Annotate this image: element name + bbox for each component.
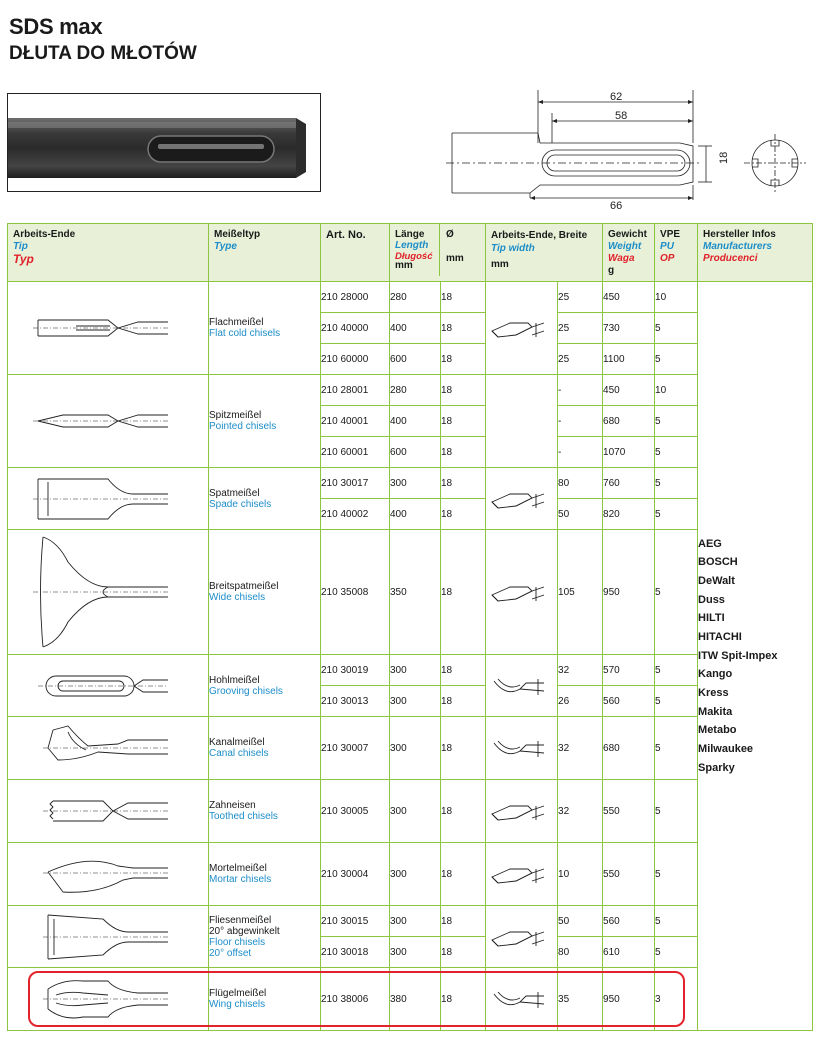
chisel-type-de: Hohlmeißel <box>209 674 260 686</box>
length: 400 <box>390 313 441 344</box>
chisel-type-de: Mortelmeißel <box>209 863 267 874</box>
art-no: 210 60000 <box>321 344 390 375</box>
product-photo <box>7 93 321 192</box>
chisel-type-de: Zahneisen <box>209 800 256 811</box>
length: 350 <box>390 530 441 655</box>
header-length-diameter: Länge Length Długość mm Ø mm <box>390 224 486 282</box>
art-no: 210 30005 <box>321 780 390 843</box>
header-type: Meißeltyp Type <box>209 224 321 282</box>
chisel-type <box>209 843 321 906</box>
dim-58: 58 <box>615 110 628 122</box>
art-no: 210 30013 <box>321 686 390 717</box>
header-tipwidth: Arbeits-Ende, Breite Tip width mm <box>486 224 603 282</box>
tip-width: 32 <box>558 717 603 780</box>
diameter: 18 <box>441 282 486 313</box>
weight: 760 <box>603 468 655 499</box>
art-no: 210 60001 <box>321 437 390 468</box>
dim-66: 66 <box>610 200 623 212</box>
diameter: 18 <box>441 843 486 906</box>
length: 600 <box>390 344 441 375</box>
diameter: 18 <box>441 780 486 843</box>
art-no: 210 40002 <box>321 499 390 530</box>
manufacturer-item: Makita <box>698 705 733 718</box>
chisel-type <box>209 717 321 780</box>
tip-width: - <box>558 375 603 406</box>
chisel-type-de: Spitzmeißel <box>209 410 262 421</box>
chisel-type <box>209 780 321 843</box>
chisel-drawing-floor <box>8 906 209 968</box>
art-no: 210 30015 <box>321 906 390 937</box>
length: 300 <box>390 468 441 499</box>
length: 300 <box>390 717 441 780</box>
table-row <box>8 375 813 406</box>
chisel-type-en: Flat cold chisels <box>209 328 281 339</box>
header-weight: Gewicht Weight Waga g <box>603 224 655 282</box>
manufacturer-list <box>698 282 813 1031</box>
diameter: 18 <box>441 468 486 499</box>
table-row <box>8 468 813 499</box>
weight: 550 <box>603 843 655 906</box>
art-no: 210 40001 <box>321 406 390 437</box>
chisel-type-en: Canal chisels <box>209 748 269 759</box>
tip-width: 32 <box>558 780 603 843</box>
diameter: 18 <box>441 406 486 437</box>
length: 300 <box>390 906 441 937</box>
tip-width: 25 <box>558 313 603 344</box>
tip-width: 32 <box>558 655 603 686</box>
table-row <box>8 655 813 686</box>
length: 300 <box>390 937 441 968</box>
manufacturer-item: Metabo <box>698 724 737 737</box>
chisel-type-en: Mortar chisels <box>209 874 272 885</box>
chisel-type-de: Fliesenmeißel 20° abgewinkelt <box>209 914 280 937</box>
tip-width: 35 <box>558 968 603 1031</box>
tip-width: 50 <box>558 906 603 937</box>
table-row <box>8 906 813 937</box>
vpe: 5 <box>655 530 698 655</box>
vpe: 5 <box>655 437 698 468</box>
weight: 450 <box>603 375 655 406</box>
page-subtitle: DŁUTA DO MŁOTÓW <box>9 43 197 64</box>
length: 280 <box>390 375 441 406</box>
vpe: 5 <box>655 937 698 968</box>
art-no: 210 35008 <box>321 530 390 655</box>
chisel-type <box>209 655 321 717</box>
table-row <box>8 780 813 843</box>
weight: 570 <box>603 655 655 686</box>
product-table <box>7 223 813 1031</box>
chisel-drawing-flat <box>8 282 209 375</box>
weight: 450 <box>603 282 655 313</box>
table-row <box>8 717 813 780</box>
weight: 820 <box>603 499 655 530</box>
table-row <box>8 530 813 655</box>
table-row <box>8 282 813 313</box>
diameter: 18 <box>441 655 486 686</box>
manufacturer-item: Milwaukee <box>698 743 754 756</box>
chisel-drawing-mortar <box>8 843 209 906</box>
diameter: 18 <box>441 375 486 406</box>
tip-width: 10 <box>558 843 603 906</box>
chisel-type <box>209 968 321 1031</box>
chisel-type-en: Toothed chisels <box>209 811 278 822</box>
tip-width-empty <box>486 375 558 468</box>
header-tip: Arbeits-Ende Tip Typ <box>8 224 209 282</box>
diameter: 18 <box>441 686 486 717</box>
manufacturer-item: BOSCH <box>698 556 738 569</box>
diameter: 18 <box>441 437 486 468</box>
length: 400 <box>390 406 441 437</box>
chisel-type <box>209 375 321 468</box>
dim-18: 18 <box>718 151 730 164</box>
vpe: 10 <box>655 375 698 406</box>
vpe: 5 <box>655 406 698 437</box>
art-no: 210 40000 <box>321 313 390 344</box>
chisel-type-en: Floor chisels 20° offset <box>209 936 266 959</box>
art-no: 210 30004 <box>321 843 390 906</box>
technical-drawing <box>440 88 810 212</box>
tip-width: 25 <box>558 282 603 313</box>
tip-width-icon <box>486 655 558 717</box>
manufacturer-item: ITW Spit-Impex <box>698 649 778 662</box>
chisel-drawing-canal <box>8 717 209 780</box>
manufacturer-item: AEG <box>698 537 722 550</box>
length: 400 <box>390 499 441 530</box>
chisel-drawing-wide <box>8 530 209 655</box>
tip-width-icon <box>486 468 558 530</box>
tip-width: 25 <box>558 344 603 375</box>
manufacturer-item: DeWalt <box>698 574 735 587</box>
vpe: 3 <box>655 968 698 1031</box>
table-row <box>8 968 813 1031</box>
vpe: 5 <box>655 655 698 686</box>
header-vpe: VPE PU OP <box>655 224 698 282</box>
chisel-type <box>209 906 321 968</box>
weight: 730 <box>603 313 655 344</box>
chisel-type-en: Grooving chisels <box>209 685 283 697</box>
vpe: 5 <box>655 468 698 499</box>
vpe: 10 <box>655 282 698 313</box>
tip-width-icon <box>486 717 558 780</box>
chisel-type-en: Pointed chisels <box>209 421 277 432</box>
art-no: 210 30019 <box>321 655 390 686</box>
weight: 950 <box>603 530 655 655</box>
tip-width: 26 <box>558 686 603 717</box>
page-title: SDS max <box>9 14 103 39</box>
manufacturer-item: Kress <box>698 687 729 700</box>
chisel-drawing-wing <box>8 968 209 1031</box>
chisel-type <box>209 530 321 655</box>
weight: 610 <box>603 937 655 968</box>
table-row <box>8 843 813 906</box>
tip-width-icon <box>486 968 558 1031</box>
chisel-type-de: Flügelmeißel <box>209 988 267 999</box>
vpe: 5 <box>655 843 698 906</box>
tip-width: - <box>558 437 603 468</box>
weight: 680 <box>603 406 655 437</box>
diameter: 18 <box>441 530 486 655</box>
art-no: 210 28000 <box>321 282 390 313</box>
chisel-type-en: Wide chisels <box>209 592 266 603</box>
tip-width-icon <box>486 780 558 843</box>
art-no: 210 38006 <box>321 968 390 1031</box>
tip-width-icon <box>486 530 558 655</box>
tip-width-icon <box>486 906 558 968</box>
length: 300 <box>390 655 441 686</box>
diameter: 18 <box>441 937 486 968</box>
weight: 560 <box>603 906 655 937</box>
chisel-drawing-point <box>8 375 209 468</box>
vpe: 5 <box>655 313 698 344</box>
dim-62: 62 <box>610 91 623 103</box>
vpe: 5 <box>655 780 698 843</box>
vpe: 5 <box>655 906 698 937</box>
chisel-type-de: Kanalmeißel <box>209 737 265 748</box>
length: 300 <box>390 780 441 843</box>
header-manufacturers: Hersteller Infos Manufacturers Producenci <box>698 224 813 282</box>
table-header-row <box>8 224 813 282</box>
manufacturer-item: Duss <box>698 593 725 606</box>
tip-width: 105 <box>558 530 603 655</box>
weight: 950 <box>603 968 655 1031</box>
chisel-type-de: Spatmeißel <box>209 487 260 499</box>
length: 300 <box>390 843 441 906</box>
diameter: 18 <box>441 717 486 780</box>
tip-width-icon <box>486 282 558 375</box>
art-no: 210 30018 <box>321 937 390 968</box>
vpe: 5 <box>655 717 698 780</box>
chisel-type-en: Wing chisels <box>209 999 266 1010</box>
art-no: 210 30007 <box>321 717 390 780</box>
tip-width: 80 <box>558 937 603 968</box>
diameter: 18 <box>441 344 486 375</box>
weight: 1070 <box>603 437 655 468</box>
weight: 560 <box>603 686 655 717</box>
length: 600 <box>390 437 441 468</box>
art-no: 210 28001 <box>321 375 390 406</box>
length: 380 <box>390 968 441 1031</box>
vpe: 5 <box>655 499 698 530</box>
length: 280 <box>390 282 441 313</box>
tip-width-icon <box>486 843 558 906</box>
weight: 1100 <box>603 344 655 375</box>
chisel-drawing-tooth <box>8 780 209 843</box>
length: 300 <box>390 686 441 717</box>
tip-width: 50 <box>558 499 603 530</box>
art-no: 210 30017 <box>321 468 390 499</box>
manufacturer-item: HILTI <box>698 612 725 625</box>
chisel-drawing-spade <box>8 468 209 530</box>
diameter: 18 <box>441 499 486 530</box>
chisel-type-de: Flachmeißel <box>209 317 264 328</box>
chisel-type-de: Breitspatmeißel <box>209 581 279 592</box>
chisel-type-en: Spade chisels <box>209 498 272 510</box>
chisel-type <box>209 282 321 375</box>
chisel-type <box>209 468 321 530</box>
weight: 680 <box>603 717 655 780</box>
header-artno: Art. No. <box>321 224 390 282</box>
diameter: 18 <box>441 968 486 1031</box>
diameter: 18 <box>441 313 486 344</box>
vpe: 5 <box>655 686 698 717</box>
tip-width: 80 <box>558 468 603 499</box>
manufacturer-item: HITACHI <box>698 630 742 643</box>
tip-width: - <box>558 406 603 437</box>
weight: 550 <box>603 780 655 843</box>
manufacturer-item: Kango <box>698 668 733 681</box>
vpe: 5 <box>655 344 698 375</box>
manufacturer-item: Sparky <box>698 761 735 774</box>
chisel-drawing-groove <box>8 655 209 717</box>
diameter: 18 <box>441 906 486 937</box>
